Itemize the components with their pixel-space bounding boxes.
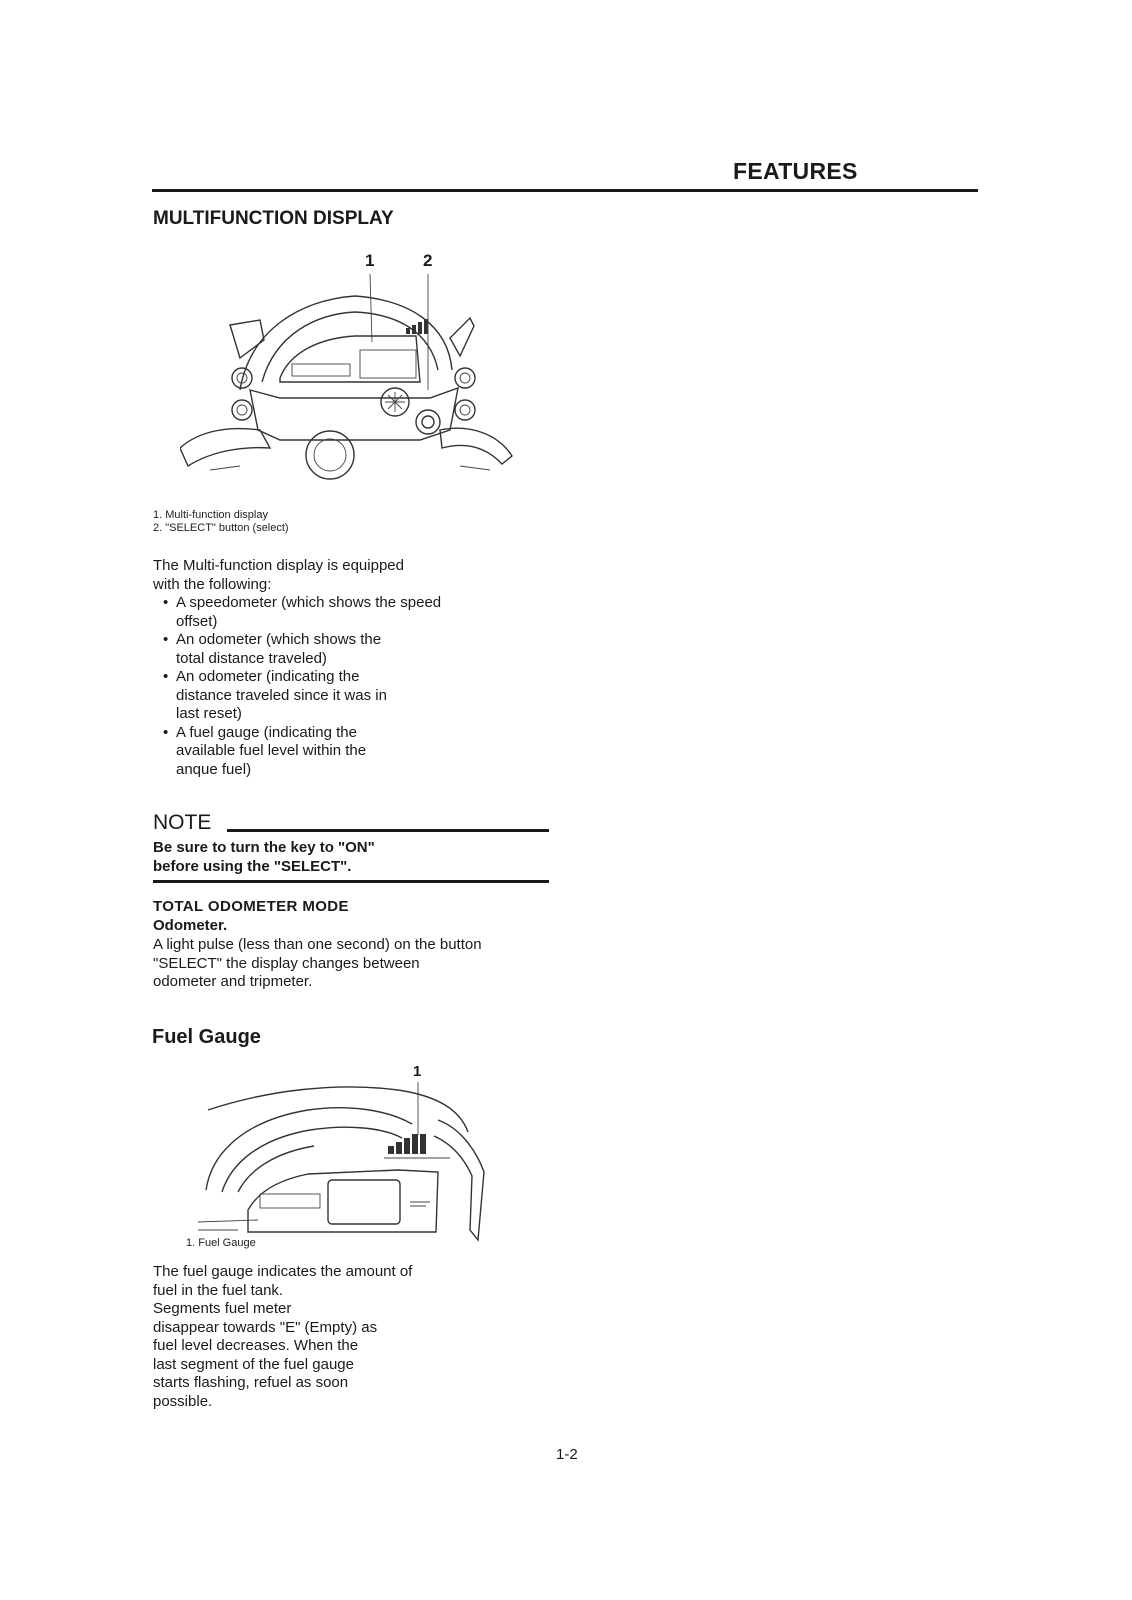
fuel-line: fuel in the fuel tank. (153, 1281, 284, 1299)
odometer-mode-subtitle: Odometer. (153, 917, 228, 934)
fuel-line: The fuel gauge indicates the amount of (153, 1263, 413, 1280)
feature-line: distance traveled since it was in (176, 686, 387, 704)
feature-item-tripmeter (153, 668, 573, 724)
feature-line: anque fuel) (176, 760, 252, 778)
feature-line: • A speedometer (which shows the speed (176, 594, 442, 611)
figure-caption-1: 1. Multi-function display (153, 509, 268, 521)
feature-item-speedometer (153, 594, 573, 631)
odometer-mode-paragraph (153, 936, 573, 992)
fuel-gauge-paragraph (153, 1263, 573, 1411)
feature-line: total distance traveled) (176, 649, 327, 667)
note-line: Be sure to turn the key to "ON" (153, 839, 375, 856)
feature-item-fuel-gauge (153, 724, 573, 780)
fuel-line: starts flashing, refuel as soon (153, 1374, 349, 1391)
page-number: 1-2 (556, 1446, 578, 1463)
fuel-line: Segments fuel meter (153, 1300, 292, 1317)
section-title-fuel-gauge: Fuel Gauge (152, 1026, 261, 1048)
note-top-rule (227, 829, 549, 832)
fuel-line: disappear towards "E" (Empty) as (153, 1318, 378, 1336)
feature-line: offset) (176, 612, 218, 630)
intro-line: with the following: (153, 575, 272, 593)
note-text (153, 838, 375, 876)
fuel-line: possible. (153, 1392, 213, 1410)
odometer-line: "SELECT" the display changes between (153, 954, 420, 972)
feature-line: • An odometer (indicating the (176, 668, 360, 685)
fuel-figure-caption: 1. Fuel Gauge (186, 1237, 256, 1249)
fuel-line: fuel level decreases. When the (153, 1337, 359, 1354)
note-line: before using the "SELECT". (153, 858, 352, 875)
figure-caption-2: 2. "SELECT" button (select) (153, 522, 289, 534)
odometer-line: A light pulse (less than one second) on the button (153, 936, 482, 953)
callout-1: 1 (365, 251, 375, 270)
header-divider (152, 189, 978, 192)
note-label: NOTE (153, 811, 212, 834)
feature-list (153, 594, 573, 779)
intro-line: The Multi-function display is equipped (153, 557, 404, 574)
fuel-line: last segment of the fuel gauge (153, 1355, 354, 1373)
intro-paragraph (153, 557, 573, 779)
instrument-cluster-illustration (180, 270, 520, 480)
feature-line: last reset) (176, 705, 242, 722)
section-title-multifunction: MULTIFUNCTION DISPLAY (153, 208, 394, 229)
odometer-line: odometer and tripmeter. (153, 973, 313, 990)
fuel-callout-1: 1 (413, 1063, 422, 1080)
feature-line: • A fuel gauge (indicating the (176, 723, 357, 741)
callout-2: 2 (423, 251, 433, 270)
odometer-mode-title: TOTAL ODOMETER MODE (153, 898, 349, 915)
feature-line: available fuel level within the (176, 742, 367, 759)
feature-item-odometer (153, 631, 573, 668)
fuel-gauge-illustration (198, 1080, 498, 1250)
feature-line: • An odometer (which shows the (176, 631, 382, 648)
page-header-title: FEATURES (733, 158, 858, 184)
note-bottom-rule (153, 880, 549, 883)
